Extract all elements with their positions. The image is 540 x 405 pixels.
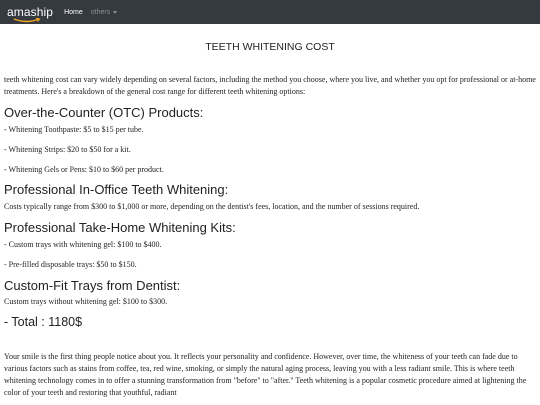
list-item: - Custom trays with whitening gel: $100 to $400. [4, 240, 162, 249]
brand-name: amaship [7, 5, 54, 19]
nav-home-link[interactable]: Home [64, 8, 83, 16]
section-heading-in-office: Professional In-Office Teeth Whitening: [4, 182, 229, 197]
top-navbar [0, 0, 540, 24]
intro-paragraph: teeth whitening cost can vary widely depending on several factors, including the method you choose, where you live, and whether you opt for professional or at-home treatments. Here's a breakdown of the general cost range for different teeth whitening options: [4, 75, 536, 96]
list-item: - Whitening Toothpaste: $5 to $15 per tube. [4, 125, 144, 134]
list-item: Custom trays without whitening gel: $100 to $300. [4, 297, 168, 306]
list-item: - Whitening Strips: $20 to $50 for a kit. [4, 145, 131, 154]
list-item: - Whitening Gels or Pens: $10 to $60 per product. [4, 165, 164, 174]
section-heading-take-home: Professional Take-Home Whitening Kits: [4, 220, 236, 235]
section-heading-custom-fit: Custom-Fit Trays from Dentist: [4, 278, 181, 293]
list-item: Costs typically range from $300 to $1,000 or more, depending on the dentist's fees, location, and the number of sessions required. [4, 202, 420, 211]
section-heading-otc: Over-the-Counter (OTC) Products: [4, 105, 204, 120]
page-title: TEETH WHITENING COST [205, 41, 335, 53]
chevron-down-icon [113, 11, 117, 14]
brand-logo[interactable] [7, 6, 53, 18]
list-item: - Pre-filled disposable trays: $50 to $150. [4, 260, 137, 269]
smile-arrow-icon [13, 18, 41, 23]
body-paragraph: Your smile is the first thing people notice about you. It reflects your personality and confidence. However, over time, the whiteness of your teeth can fade due to various factors such as stains from coffee, tea, red wine, smoking, or simply the natural aging process, leaving you with a less radiant smile. This is where teeth whitening technology comes in to offer a stunning transformation from "before" to "after." Teeth whitening is a popular cosmetic procedure aimed at lightening the color of your teeth and restoring that youthful, radiant [4, 352, 527, 397]
nav-others-label: others [90, 8, 111, 16]
total-cost: - Total : 1180$ [4, 315, 83, 329]
nav-others-dropdown[interactable] [91, 9, 117, 16]
